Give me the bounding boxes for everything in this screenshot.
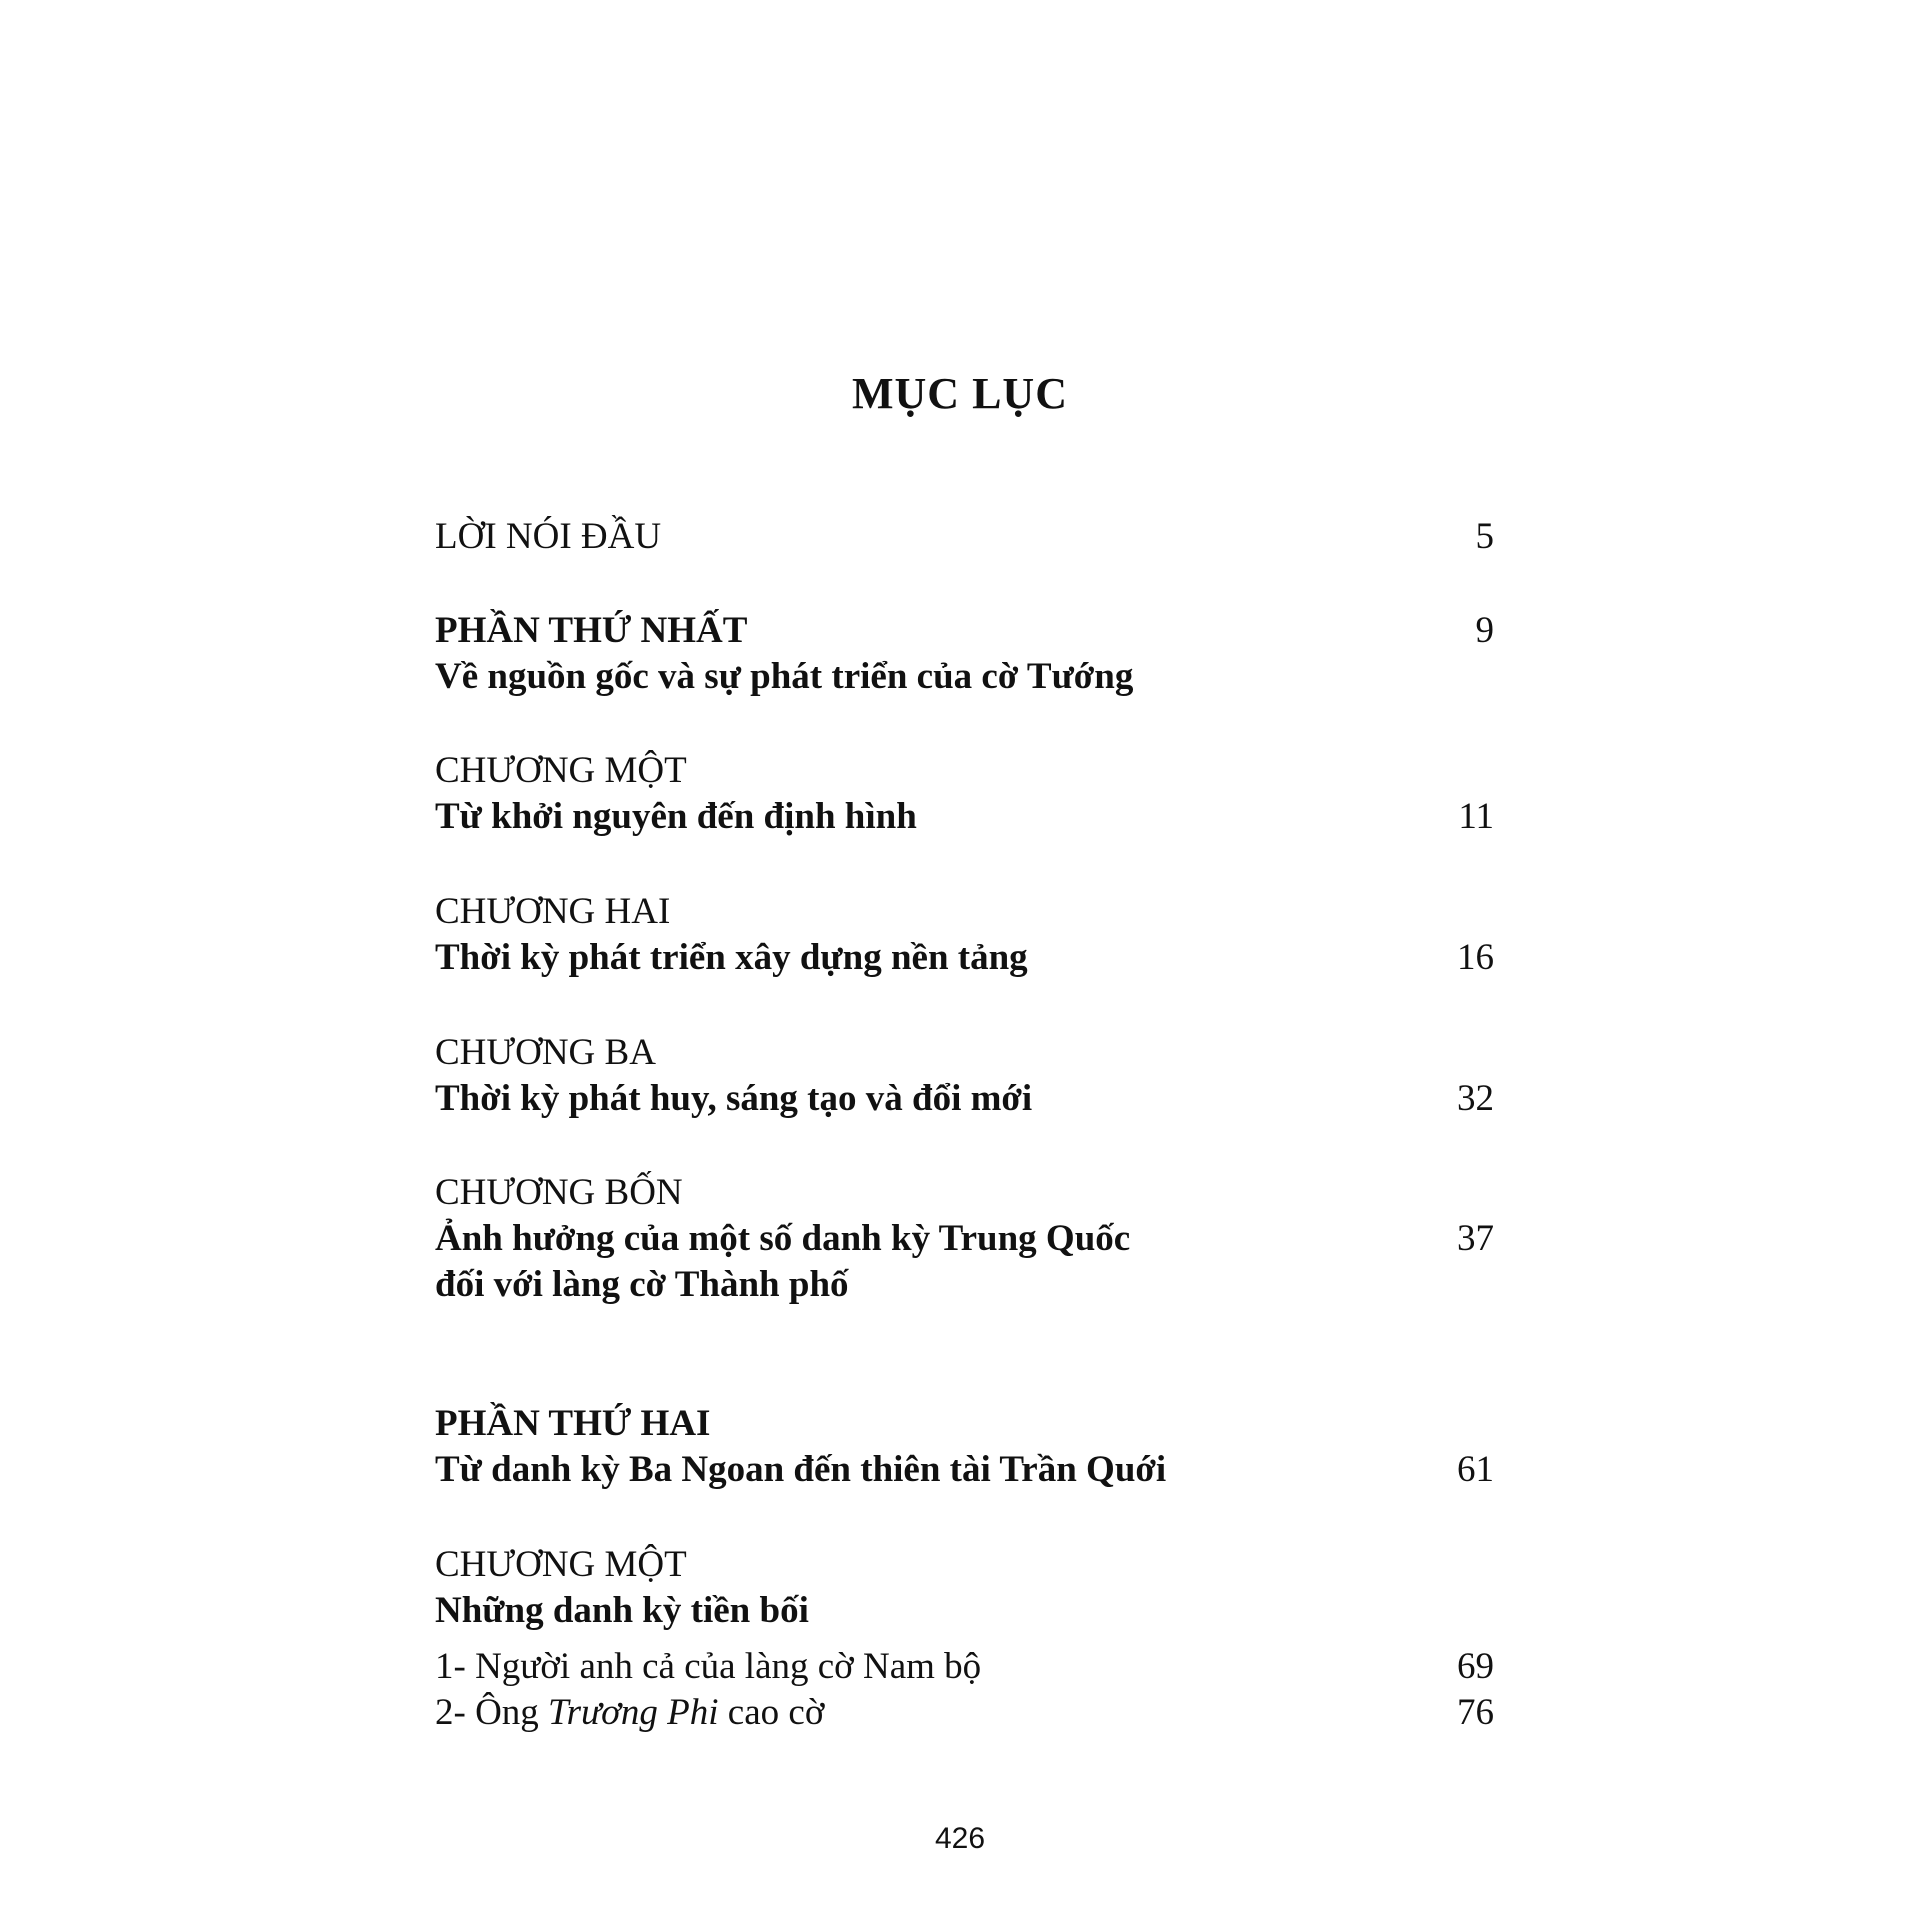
toc-page-number: 69 bbox=[1457, 1646, 1494, 1687]
toc-chapter-title: Những danh kỳ tiền bối bbox=[435, 1590, 809, 1631]
toc-chapter-title-cont: đối với làng cờ Thành phố bbox=[435, 1264, 849, 1305]
toc-chapter-title: Từ khởi nguyên đến định hình bbox=[435, 796, 917, 837]
page-number-footer: 426 bbox=[934, 1822, 986, 1855]
toc-subsection-prefix: 2- Ông bbox=[435, 1692, 549, 1733]
toc-chapter-heading: CHƯƠNG MỘT bbox=[435, 750, 687, 791]
toc-subsection-suffix: cao cờ bbox=[718, 1692, 825, 1733]
toc-subsection-italic: Trương Phi bbox=[548, 1692, 719, 1733]
toc-page-number: 16 bbox=[1457, 937, 1494, 978]
toc-chapter-heading: CHƯƠNG MỘT bbox=[435, 1544, 687, 1585]
toc-subsection bbox=[435, 1694, 824, 1731]
toc-chapter-title: Ảnh hưởng của một số danh kỳ Trung Quốc bbox=[435, 1218, 1131, 1259]
page-title: MỤC LỤC bbox=[852, 369, 1068, 418]
toc-chapter-heading: CHƯƠNG HAI bbox=[435, 891, 671, 932]
toc-part-heading: PHẦN THỨ NHẤT bbox=[435, 610, 748, 651]
toc-chapter-heading: CHƯƠNG BA bbox=[435, 1032, 656, 1073]
toc-page-number: 32 bbox=[1457, 1078, 1494, 1119]
toc-entry-preface: LỜI NÓI ĐẦU bbox=[435, 516, 662, 557]
toc-page-number: 5 bbox=[1475, 516, 1494, 557]
toc-chapter-title: Thời kỳ phát huy, sáng tạo và đổi mới bbox=[435, 1078, 1033, 1119]
toc-subsection: 1- Người anh cả của làng cờ Nam bộ bbox=[435, 1646, 982, 1687]
toc-part-heading: PHẦN THỨ HAI bbox=[435, 1403, 711, 1444]
toc-chapter-title: Thời kỳ phát triển xây dựng nền tảng bbox=[435, 937, 1028, 978]
toc-part-subtitle: Từ danh kỳ Ba Ngoan đến thiên tài Trần Quới bbox=[435, 1449, 1167, 1490]
toc-page-number: 76 bbox=[1457, 1692, 1494, 1733]
toc-page-number: 37 bbox=[1457, 1218, 1494, 1259]
toc-chapter-heading: CHƯƠNG BỐN bbox=[435, 1172, 683, 1213]
toc-page-number: 11 bbox=[1458, 796, 1494, 837]
toc-page-number: 61 bbox=[1457, 1449, 1494, 1490]
toc-part-subtitle: Về nguồn gốc và sự phát triển của cờ Tướng bbox=[435, 656, 1134, 697]
toc-page-number: 9 bbox=[1475, 610, 1494, 651]
